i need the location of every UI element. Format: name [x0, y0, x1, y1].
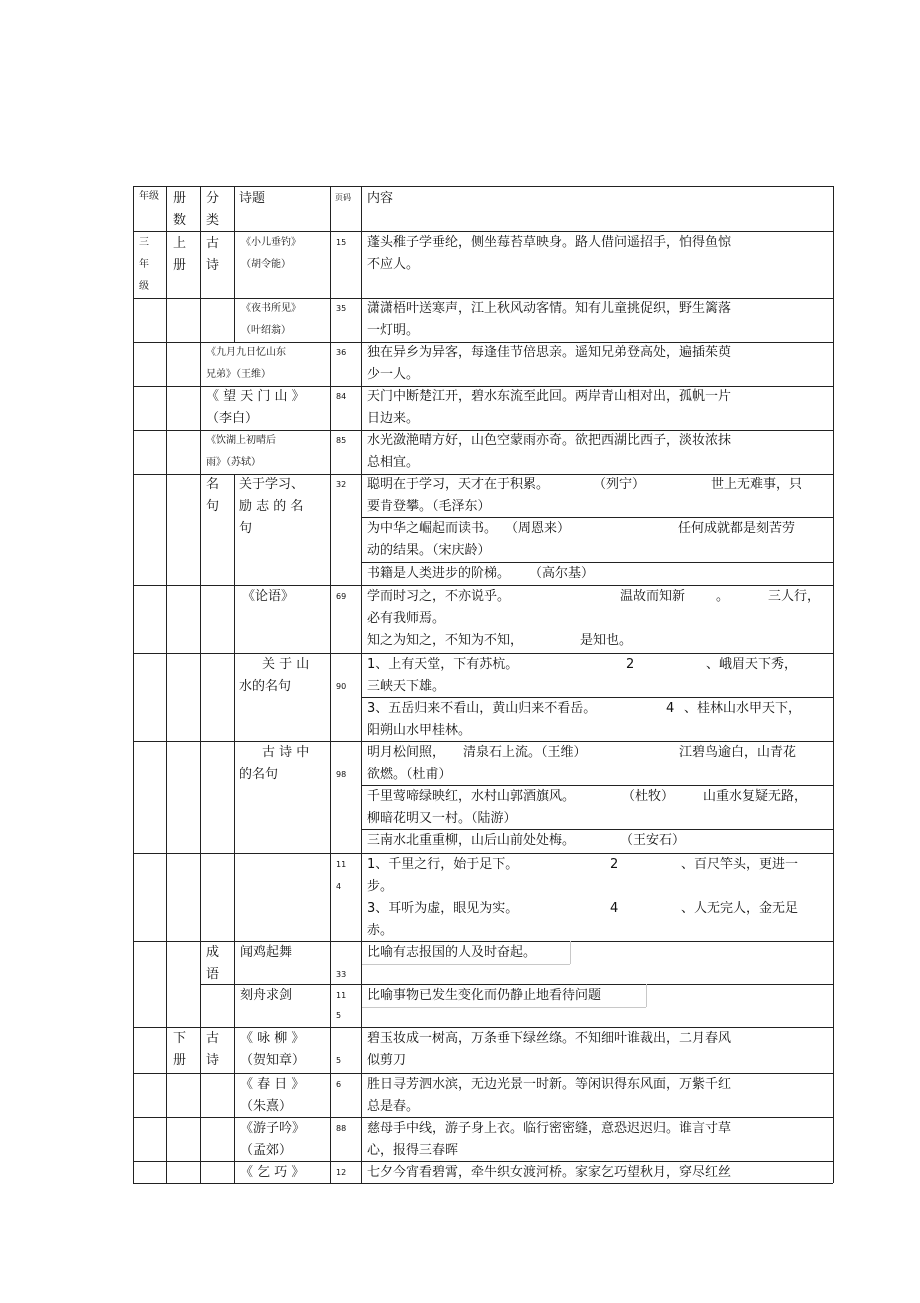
poem-author: （李白）: [206, 411, 259, 426]
content-line: 三峡天下雄。: [367, 679, 446, 694]
content-line: 是知也。: [580, 633, 633, 648]
header-grade: 年级: [139, 191, 159, 202]
content-line: 步。: [367, 879, 394, 894]
poem-title: 刻舟求剑: [240, 988, 293, 1003]
content-line: 胜日寻芳泗水滨，无边光景一时新。等闲识得东风面，万紫千红: [367, 1077, 732, 1092]
content-line: 知之为知之，不知为不知，: [367, 633, 524, 648]
content-line: 2: [610, 857, 619, 872]
content-line: 要肯登攀。（毛泽东）: [367, 499, 491, 514]
content-line: 山重水复疑无路，: [703, 789, 808, 804]
content-line: 总是春。: [367, 1099, 420, 1114]
table-rule: [570, 941, 571, 964]
table-rule: [646, 984, 647, 1007]
page-number: 12: [336, 1168, 347, 1177]
volume-cell: 下: [173, 1031, 187, 1046]
page-number: 85: [336, 436, 347, 445]
page-number: 4: [336, 882, 342, 891]
table-rule: [200, 186, 201, 1183]
poem-title: 《夜书所见》: [241, 303, 301, 314]
table-rule: [361, 186, 362, 1183]
poem-title: 句: [239, 521, 253, 536]
content-line: 、百尺竿头，更进一: [681, 857, 799, 872]
content-line: 比喻事物已发生变化而仍静止地看待问题: [367, 988, 602, 1003]
content-line: 蓬头稚子学垂纶，侧坐莓苔草映身。路人借问遥招手，怕得鱼惊: [367, 235, 732, 250]
category-cell: 成: [206, 945, 220, 960]
content-line: 任何成就都是刻苦劳: [678, 521, 796, 536]
content-line: 清泉石上流。（王维）: [463, 745, 587, 760]
content-line: 比喻有志报国的人及时奋起。: [367, 945, 537, 960]
content-line: 书籍是人类进步的阶梯。: [367, 566, 511, 581]
content-line: 、桂林山水甲天下，: [684, 701, 802, 716]
poem-title: 《 望 天 门 山 》: [206, 389, 305, 404]
grade-cell: 三年级: [139, 237, 149, 292]
content-line: 赤。: [367, 923, 394, 938]
poem-title: 《小儿垂钓》: [241, 237, 301, 248]
poem-title: 《饮湖上初晴后: [206, 435, 276, 446]
content-line: 为中华之崛起而读书。: [367, 521, 498, 536]
content-line: 欲燃。（杜甫）: [367, 767, 452, 782]
poem-title: 励 志 的 名: [239, 499, 304, 514]
content-line: 3、五岳归来不看山，黄山归来不看岳。: [367, 701, 597, 716]
poem-author: 雨》（苏轼）: [206, 457, 261, 468]
content-line: （杜牧）: [622, 789, 675, 804]
poem-title: 水的名句: [239, 679, 292, 694]
content-line: 1、上有天堂，下有苏杭。: [367, 657, 519, 672]
content-line: 柳暗花明又一村。（陆游）: [367, 811, 517, 826]
page-number: 69: [336, 592, 347, 601]
header-page: 页码: [335, 193, 351, 202]
header-content: 内容: [367, 191, 394, 206]
content-line: 动的结果。（宋庆龄）: [367, 543, 491, 558]
content-line: 心，报得三春晖: [367, 1143, 459, 1158]
poem-title: 古 诗 中: [262, 745, 310, 760]
table-rule: [330, 186, 331, 1183]
table-rule: [234, 474, 235, 1183]
content-line: 阳朔山水甲桂林。: [367, 723, 472, 738]
content-line: 2: [626, 657, 635, 672]
poem-author: （叶绍翁）: [241, 325, 291, 336]
page-number: 15: [336, 238, 347, 247]
poem-title: 《 咏 柳 》: [240, 1031, 305, 1046]
page-number: 5: [336, 1011, 342, 1020]
poem-title: 《 春 日 》: [240, 1077, 305, 1092]
page-number: 33: [336, 970, 347, 979]
category-cell: 古诗: [206, 236, 220, 273]
content-line: 天门中断楚江开，碧水东流至此回。两岸青山相对出，孤帆一片: [367, 389, 732, 404]
content-line: 学而时习之，不亦说乎。: [367, 589, 511, 604]
content-line: 3、耳听为虚，眼见为实。: [367, 901, 519, 916]
volume-cell: 册: [173, 1053, 187, 1068]
content-line: （周恩来）: [505, 521, 571, 536]
content-line: （高尔基）: [529, 566, 595, 581]
poem-title: 《九月九日忆山东: [206, 347, 286, 358]
header-title: 诗题: [239, 191, 266, 206]
table-rule: [361, 1007, 646, 1008]
table-rule: [833, 186, 834, 1183]
content-line: 水光潋滟晴方好，山色空蒙雨亦奇。欲把西湖比西子，淡妆浓抹: [367, 433, 732, 448]
poem-author: 兄弟》（王维）: [206, 369, 271, 380]
poem-title: 关于学习、: [239, 477, 305, 492]
category-cell: 名句: [206, 477, 220, 514]
poem-author: （贺知章）: [240, 1053, 306, 1068]
content-line: 总相宜。: [367, 455, 420, 470]
content-line: 似剪刀: [367, 1053, 407, 1068]
poem-title: 关 于 山: [262, 657, 310, 672]
poem-author: （孟郊）: [240, 1143, 293, 1158]
content-line: 一灯明。: [367, 323, 420, 338]
content-line: 潇潇梧叶送寒声，江上秋风动客情。知有儿童挑促织，野生篱落: [367, 301, 732, 316]
poem-title: 《 乞 巧 》: [240, 1165, 305, 1180]
content-line: 日边来。: [367, 411, 420, 426]
content-line: 1、千里之行，始于足下。: [367, 857, 519, 872]
page-number: 5: [336, 1056, 342, 1065]
table-rule: [234, 186, 235, 342]
poem-title: 《论语》: [242, 589, 295, 604]
table-rule: [133, 186, 833, 187]
content-line: 、人无完人，金无足: [681, 901, 799, 916]
content-line: 明月松间照，: [367, 745, 446, 760]
poem-title: 闻鸡起舞: [240, 945, 293, 960]
category-cell: 语: [206, 967, 220, 982]
category-cell: 古: [206, 1031, 220, 1046]
page-number: 88: [336, 1124, 347, 1133]
content-line: 碧玉妆成一树高，万条垂下绿丝绦。不知细叶谁裁出，二月春风: [367, 1031, 732, 1046]
content-line: （王安石）: [620, 833, 686, 848]
poem-title: 《游子吟》: [240, 1121, 306, 1136]
page-number: 6: [336, 1080, 342, 1089]
page-number: 84: [336, 392, 347, 401]
content-line: 必有我师焉。: [367, 611, 446, 626]
content-line: 慈母手中线，游子身上衣。临行密密缝，意恐迟迟归。谁言寸草: [367, 1121, 732, 1136]
content-line: 千里莺啼绿映红，水村山郭酒旗风。: [367, 789, 576, 804]
content-line: 、峨眉天下秀，: [706, 657, 798, 672]
poem-author: （胡令能）: [241, 259, 291, 270]
poem-title: 的名句: [239, 767, 279, 782]
content-line: 三南水北重重柳，山后山前处处梅。: [367, 833, 576, 848]
content-line: 三人行，: [768, 589, 821, 604]
page-number: 90: [336, 682, 347, 691]
content-line: 江碧鸟逾白，山青花: [679, 745, 797, 760]
category-cell: 诗: [206, 1053, 220, 1068]
page-number: 35: [336, 304, 347, 313]
page-number: 11: [336, 991, 347, 1000]
content-line: 。: [716, 589, 730, 604]
content-line: 不应人。: [367, 257, 420, 272]
content-line: 温故而知新: [620, 589, 686, 604]
table-rule: [361, 964, 570, 965]
content-line: 世上无难事，只: [711, 477, 803, 492]
table-rule: [166, 186, 167, 1183]
table-rule: [133, 186, 134, 1183]
content-line: 独在异乡为异客，每逢佳节倍思亲。遥知兄弟登高处，遍插茱萸: [367, 345, 732, 360]
page-number: 98: [336, 770, 347, 779]
poem-author: （朱熹）: [240, 1099, 293, 1114]
page-number: 36: [336, 348, 347, 357]
content-line: 聪明在于学习，天才在于积累。: [367, 477, 550, 492]
header-category: 分类: [206, 191, 220, 228]
content-line: 4: [610, 901, 619, 916]
volume-cell: 上册: [173, 236, 187, 273]
page-number: 32: [336, 480, 347, 489]
content-line: 七夕今宵看碧霄，牵牛织女渡河桥。家家乞巧望秋月，穿尽红丝: [367, 1165, 732, 1180]
page-number: 11: [336, 860, 347, 869]
content-line: 4: [666, 701, 675, 716]
content-line: （列宁）: [593, 477, 646, 492]
header-volume: 册数: [173, 191, 187, 228]
content-line: 少一人。: [367, 367, 420, 382]
